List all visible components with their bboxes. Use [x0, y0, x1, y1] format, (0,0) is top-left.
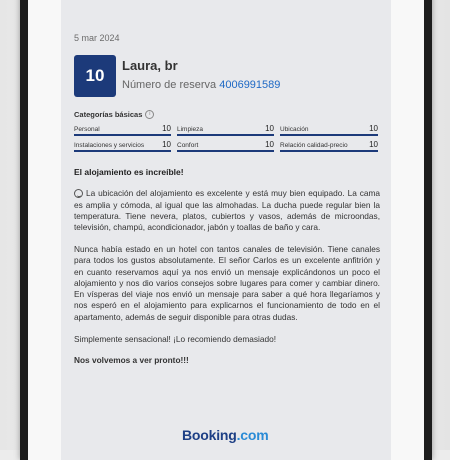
reservation-number-link[interactable]: 4006991589: [219, 79, 281, 91]
category-bar: [177, 134, 274, 136]
category-item: [177, 139, 274, 152]
category-bar: [74, 150, 171, 152]
info-icon[interactable]: i: [145, 110, 154, 119]
category-label: Confort: [177, 142, 199, 149]
category-label: Instalaciones y servicios: [74, 142, 145, 149]
review-paragraph: [74, 188, 380, 233]
category-item: [280, 139, 378, 152]
category-bar: [74, 134, 171, 136]
category-bar: [280, 150, 378, 152]
logo-part-booking: Booking: [182, 427, 237, 443]
reservation-label: Número de reserva: [122, 79, 217, 91]
review-headline: El alojamiento es increíble!: [74, 167, 184, 177]
category-label: Ubicación: [280, 126, 309, 133]
category-label: Personal: [74, 126, 100, 133]
category-score: 10: [162, 124, 171, 133]
reviewer-name: Laura, br: [122, 58, 178, 73]
category-score: 10: [265, 124, 274, 133]
category-item: [74, 123, 171, 136]
reservation-info: [122, 79, 280, 91]
review-text: [74, 167, 380, 377]
review-date: 5 mar 2024: [74, 33, 120, 43]
review-closing: Nos volvemos a ver pronto!!!: [74, 355, 189, 366]
category-score: 10: [369, 140, 378, 149]
category-label: Relación calidad-precio: [280, 142, 348, 149]
categories-title-text: Categorías básicas: [74, 110, 143, 119]
booking-logo: [182, 427, 268, 443]
category-item: [74, 139, 171, 152]
category-item: [280, 123, 378, 136]
category-bar: [280, 134, 378, 136]
smiley-icon: [74, 189, 83, 198]
category-item: [177, 123, 274, 136]
score-badge: 10: [74, 55, 116, 97]
category-label: Limpieza: [177, 126, 204, 133]
category-score: 10: [265, 140, 274, 149]
category-grid: [74, 123, 378, 152]
logo-part-dotcom: .com: [236, 427, 269, 443]
category-score: 10: [162, 140, 171, 149]
category-score: 10: [369, 124, 378, 133]
review-paragraph: Simplemente sensacional! ¡Lo recomiendo demasiado!: [74, 333, 277, 344]
review-paragraph-text: La ubicación del alojamiento es excelente y está muy bien equipado. La cama es amplia y cómoda, al igual que las almohadas. La ducha puede regular bien la temperatura. Tiene nevera, platos, cubiertos y vasos, además de microondas, televisión, champú, acondicionador, jabón y toallas de baño y cara.: [74, 188, 380, 233]
categories-title: [74, 110, 154, 119]
review-paragraph: Nunca había estado en un hotel con tantos canales de televisión. Tiene canales para todos los gustos absolutamente. El señor Carlos es un excelente anfitrión y en cuanto reservamos aquí ya nos envió un mensaje explicándonos un poco el alojamiento y nos dio varios consejos sobre lugares para comer y cambiar dinero. En vísperas del viaje nos envió un mensaje para saber a qué hora llegaríamos y nos esperó en el alojamiento para explicarnos el funcionamiento de todo en el apartamento, además de seguir disponible para otras dudas.: [74, 243, 380, 322]
category-bar: [177, 150, 274, 152]
